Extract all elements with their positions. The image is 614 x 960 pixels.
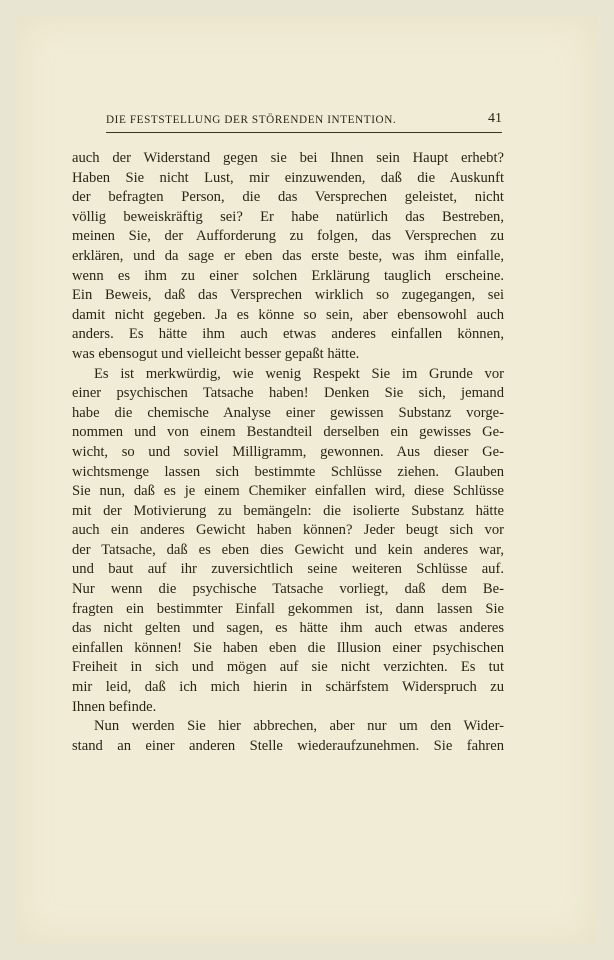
text-line: wichtsmenge lassen sich bestimmte Schlüsse ziehen. Glauben bbox=[72, 463, 504, 480]
text-line: mir leid, daß ich mich hierin in schärfstem Widerspruch zu bbox=[72, 679, 504, 696]
text-line: und baut auf ihr zuversichtlich seine weiteren Schlüsse auf. bbox=[72, 561, 504, 578]
text-line: wicht, so und soviel Milligramm, gewonnen. Aus dieser Ge- bbox=[72, 443, 504, 460]
text-line: was ebensogut und vielleicht besser gepaßt hätte. bbox=[72, 345, 360, 362]
paragraph bbox=[72, 717, 504, 756]
paragraph bbox=[72, 365, 504, 718]
text-line: Es ist merkwürdig, wie wenig Respekt Sie im Grunde vor bbox=[94, 365, 504, 382]
page-number: 41 bbox=[488, 111, 502, 126]
text-line: der Tatsache, daß es eben dies Gewicht und kein anderes war, bbox=[72, 541, 504, 558]
text-line: mit der Motivierung zu bemängeln: die isolierte Substanz hätte bbox=[72, 502, 504, 519]
text-line: Sie nun, daß es je einem Chemiker einfallen wird, diese Schlüsse bbox=[72, 483, 504, 500]
text-line: auch der Widerstand gegen sie bei Ihnen sein Haupt erhebt? bbox=[72, 150, 504, 166]
text-line: einfallen können! Sie haben eben die Illusion einer psychischen bbox=[72, 639, 504, 656]
text-line: wenn es ihm zu einer solchen Erklärung tauglich erscheine. bbox=[72, 267, 504, 284]
text-line: Ein Beweis, daß das Versprechen wirklich so zugegangen, sei bbox=[72, 287, 504, 304]
text-line: stand an einer anderen Stelle wiederaufzunehmen. Sie fahren bbox=[72, 737, 504, 754]
text-line: meinen Sie, der Aufforderung zu folgen, das Versprechen zu bbox=[72, 228, 504, 245]
text-line: nommen und von einem Bestandteil derselben ein gewisses Ge- bbox=[72, 424, 504, 441]
text-line: habe die chemische Analyse einer gewissen Substanz vorge- bbox=[72, 404, 504, 421]
running-header bbox=[106, 110, 502, 133]
text-line: Ihnen befinde. bbox=[72, 698, 157, 715]
paragraph bbox=[72, 149, 504, 365]
running-title: DIE FESTSTELLUNG DER STÖRENDEN INTENTION. bbox=[106, 114, 397, 126]
text-line: Nun werden Sie hier abbrechen, aber nur um den Wider- bbox=[94, 718, 504, 735]
text-line: das nicht gelten und sagen, es hätte ihm auch etwas anderes bbox=[72, 620, 504, 637]
body-text bbox=[72, 149, 504, 756]
text-line: völlig beweiskräftig sei? Er habe natürlich das Bestreben, bbox=[72, 208, 504, 225]
text-line: anders. Es hätte ihm auch etwas anderes einfallen können, bbox=[72, 326, 504, 343]
text-line: Nur wenn die psychische Tatsache vorliegt, daß dem Be- bbox=[72, 581, 504, 598]
text-line: einer psychischen Tatsache haben! Denken Sie sich, jemand bbox=[72, 385, 504, 402]
text-line: auch ein anderes Gewicht haben können? Jeder beugt sich vor bbox=[72, 522, 504, 539]
text-line: Freiheit in sich und mögen auf sie nicht verzichten. Es tut bbox=[72, 659, 504, 676]
text-line: fragten ein bestimmter Einfall gekommen ist, dann lassen Sie bbox=[72, 600, 504, 617]
text-line: Haben Sie nicht Lust, mir einzuwenden, daß die Auskunft bbox=[72, 169, 504, 186]
book-page bbox=[16, 16, 597, 943]
text-line: der befragten Person, die das Versprechen geleistet, nicht bbox=[72, 189, 504, 206]
text-line: damit nicht gegeben. Ja es könne so sein, aber ebensowohl auch bbox=[72, 306, 504, 323]
text-line: erklären, und da sage er eben das erste beste, was ihm einfalle, bbox=[72, 247, 504, 264]
